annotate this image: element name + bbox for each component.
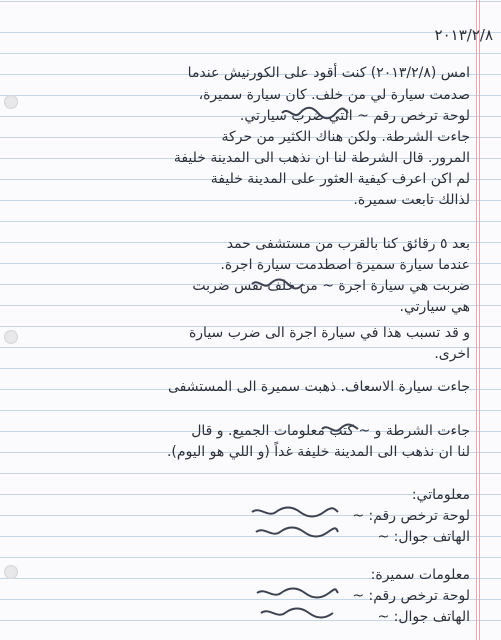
text-line: لذالك تابعت سميرة. bbox=[353, 192, 470, 208]
redaction-scribble bbox=[250, 276, 305, 292]
text-line: لوحة ترخص رقم: ~ bbox=[352, 588, 470, 604]
text-line: معلومات سميرة: bbox=[370, 567, 470, 583]
text-line: هي سيارتي. bbox=[399, 299, 470, 315]
text-line: جاءت الشرطة و ~ كتب معلومات الجميع. و قال bbox=[191, 423, 470, 439]
margin-line bbox=[476, 0, 477, 640]
text-line: لوحة ترخص رقم: ~ bbox=[352, 508, 470, 524]
text-line: جاءت الشرطة. ولكن هناك الكثير من حركة bbox=[221, 129, 470, 145]
text-line: بعد ٥ رقائق كنا بالقرب من مستشفى حمد bbox=[226, 236, 470, 252]
punch-hole bbox=[4, 330, 18, 344]
redaction-scribble bbox=[250, 504, 340, 540]
text-line: اخرى. bbox=[434, 346, 470, 362]
text-line: و قد تسبب هذا في سيارة اجرة الى ضرب سيارة bbox=[188, 325, 470, 341]
text-line: الهاتف جوال: ~ bbox=[377, 529, 470, 545]
punch-hole bbox=[4, 565, 18, 579]
redaction-scribble bbox=[280, 104, 350, 122]
text-line: الهاتف جوال: ~ bbox=[377, 609, 470, 625]
text-line: جاءت سيارة الاسعاف. ذهبت سميرة الى المستشفى bbox=[167, 379, 470, 395]
text-line: ضربت هي سيارة اجرة ~ من خلف نفس ضربت bbox=[192, 278, 470, 294]
text-line: لم اكن اعرف كيفية العثور على المدينة خليفة bbox=[210, 171, 470, 187]
text-line: معلوماتي: bbox=[411, 487, 470, 503]
redaction-scribble bbox=[255, 585, 340, 621]
text-line: امس (٢٠١٣/٢/٨) كنت أقود على الكورنيش عندما bbox=[187, 65, 470, 81]
text-line: لوحة ترخص رقم ~ التي ضرب سيارتي. bbox=[239, 108, 470, 124]
text-line: لنا ان نذهب الى المدينة خليفة غداً (و اللي هو اليوم). bbox=[166, 444, 470, 460]
punch-hole bbox=[4, 95, 18, 109]
handwritten-text bbox=[22, 0, 470, 640]
text-line: المرور. قال الشرطة لنا ان نذهب الى المدينة خليفة bbox=[173, 150, 470, 166]
text-line: صدمت سيارة لي من خلف. كان سيارة سميرة، bbox=[198, 87, 470, 103]
redaction-scribble bbox=[320, 421, 360, 437]
handwritten-date: ٢٠١٣/٢/٨ bbox=[434, 26, 493, 44]
margin-line bbox=[479, 0, 480, 640]
text-line: عندما سيارة سميرة اصطدمت سيارة اجرة. bbox=[220, 257, 470, 273]
